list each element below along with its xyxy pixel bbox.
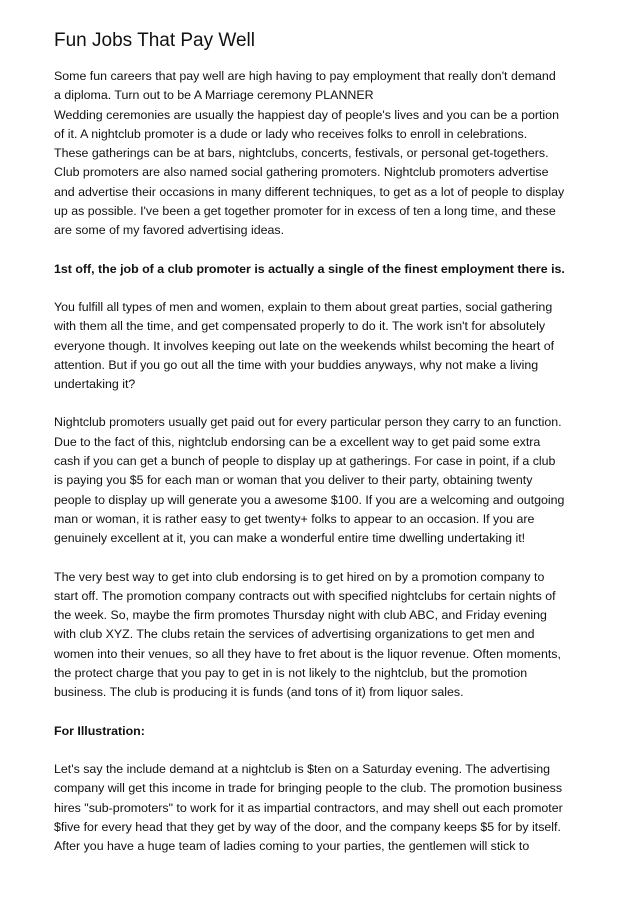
heading-line: 1st off, the job of a club promoter is actually a single of the finest employment there is. bbox=[54, 261, 565, 276]
text-line: hires "sub-promoters" to work for it as impartial contractors, and may shell out each promoter bbox=[54, 800, 563, 815]
text-line: attention. But if you go out all the time with your buddies anyways, why not make a living bbox=[54, 357, 539, 372]
heading-line: For Illustration: bbox=[54, 723, 145, 738]
text-line: Nightclub promoters usually get paid out for every particular person they carry to an function. bbox=[54, 415, 562, 430]
text-line: women into their venues, so all they have to fret about is the liquor revenue. Often moments, bbox=[54, 646, 561, 661]
document-body bbox=[54, 67, 594, 875]
text-line: cash if you can get a bunch of people to display up at gatherings. For case in point, if a club bbox=[54, 454, 556, 469]
text-line: up as possible. I've been a get together promoter for in excess of ten a long time, and these bbox=[54, 204, 556, 219]
text-line: After you have a huge team of ladies coming to your parties, the gentlemen will stick to bbox=[54, 839, 530, 854]
text-line: start off. The promotion company contracts out with specified nightclubs for certain nights of bbox=[54, 588, 556, 603]
text-line: with them all the time, and get compensated properly to do it. The work isn't for absolutely bbox=[54, 319, 546, 334]
text-line: The very best way to get into club endorsing is to get hired on by a promotion company to bbox=[54, 569, 545, 584]
text-line: Due to the fact of this, nightclub endorsing can be a excellent way to get paid some extra bbox=[54, 434, 541, 449]
text-line: the protect charge that you pay to get in is not likely to the nightclub, but the promotion bbox=[54, 666, 528, 681]
text-line: of it. A nightclub promoter is a dude or lady who receives folks to enroll in celebrations. bbox=[54, 126, 528, 141]
paragraph-intro bbox=[54, 67, 594, 241]
text-line: Wedding ceremonies are usually the happiest day of people's lives and you can be a portion bbox=[54, 107, 559, 122]
text-line: and advertise their occasions in many different techniques, to get as a lot of people to display bbox=[54, 184, 565, 199]
text-line: everyone though. It involves keeping out late on the weekends whilst becoming the heart of bbox=[54, 338, 555, 353]
text-line: with club XYZ. The clubs retain the services of advertising organizations to get men and bbox=[54, 627, 535, 642]
section-heading bbox=[54, 260, 594, 279]
text-line: You fulfill all types of men and women, explain to them about great parties, social gathering bbox=[54, 299, 553, 314]
text-line: the week. So, maybe the firm promotes Thursday night with club ABC, and Friday evening bbox=[54, 608, 547, 623]
text-line: are some of my favored advertising ideas. bbox=[54, 223, 285, 238]
text-line: $five for every head that they get by way of the door, and the company keeps $5 for by itself. bbox=[54, 819, 561, 834]
text-line: business. The club is producing it is funds (and tons of it) from liquor sales. bbox=[54, 685, 464, 700]
text-line: is paying you $5 for each man or woman that you deliver to their party, obtaining twenty bbox=[54, 473, 533, 488]
illustration-heading bbox=[54, 722, 594, 741]
text-line: Club promoters are also named social gathering promoters. Nightclub promoters advertise bbox=[54, 165, 549, 180]
text-line: Let's say the include demand at a nightclub is $ten on a Saturday evening. The advertising bbox=[54, 761, 551, 776]
page-title: Fun Jobs That Pay Well bbox=[54, 30, 256, 51]
paragraph-example bbox=[54, 760, 594, 856]
text-line: genuinely excellent at it, you can make a wonderful entire time dwelling undertaking it! bbox=[54, 531, 526, 546]
paragraph-pay bbox=[54, 413, 594, 548]
text-line: company will get this income in trade for bringing people to the club. The promotion business bbox=[54, 781, 563, 796]
text-line: undertaking it? bbox=[54, 377, 136, 392]
paragraph-company bbox=[54, 568, 594, 703]
text-line: man or woman, it is rather easy to get twenty+ folks to appear to an occasion. If you are bbox=[54, 511, 535, 526]
text-line: Some fun careers that pay well are high having to pay employment that really don't demand bbox=[54, 69, 556, 83]
text-line: These gatherings can be at bars, nightclubs, concerts, festivals, or personal get-togethers. bbox=[54, 146, 549, 161]
text-line: a diploma. Turn out to be A Marriage ceremony PLANNER bbox=[54, 88, 374, 103]
text-line: people to display up will generate you a awesome $100. If you are a welcoming and outgoing bbox=[54, 492, 565, 507]
paragraph-work bbox=[54, 298, 594, 394]
